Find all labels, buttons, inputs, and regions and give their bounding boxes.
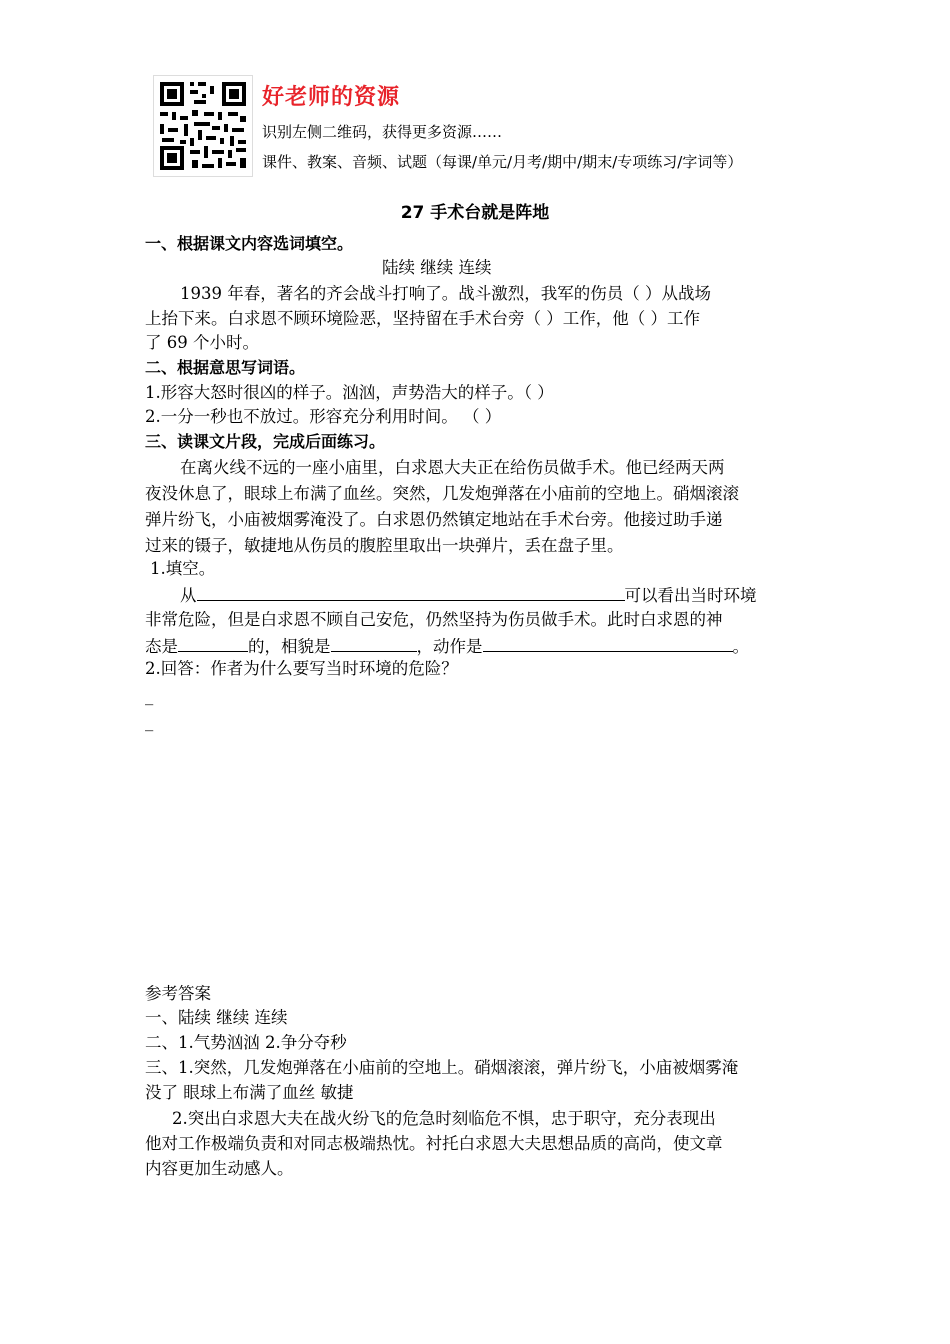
passage-line: 弹片纷飞，小庙被烟雾淹没了。白求恩仍然镇定地站在手术台旁。他接过助手递 — [145, 510, 723, 529]
answer-line-marker[interactable]: _ — [145, 712, 154, 731]
answer-blank[interactable] — [483, 633, 733, 652]
answer-line: 二、1.气势汹汹 2.争分夺秒 — [145, 1033, 347, 1052]
fill-text: ，动作是 — [416, 637, 483, 656]
passage-line: 过来的镊子，敏捷地从伤员的腹腔里取出一块弹片，丢在盘子里。 — [145, 536, 624, 555]
exercise-2-question: 2.回答：作者为什么要写当时环境的危险？ — [145, 659, 458, 678]
fill-text: 的，相貌是 — [248, 637, 331, 656]
passage-line: 夜没休息了，眼球上布满了血丝。突然，几发炮弹落在小庙前的空地上。硝烟滚滚 — [145, 484, 739, 503]
section3-heading: 三、读课文片段，完成后面练习。 — [145, 432, 386, 451]
page-title: 27 手术台就是阵地 — [400, 203, 550, 223]
answer-line: 2.突出白求恩大夫在战火纷飞的危急时刻临危不惧，忠于职守，充分表现出 — [172, 1109, 716, 1128]
answer-line: 一、陆续 继续 连续 — [145, 1008, 288, 1027]
header-line-2: 课件、教案、音频、试题（每课/单元/月考/期中/期末/专项练习/字词等） — [262, 153, 743, 171]
section2-question-1: 1.形容大怒时很凶的样子。汹汹，声势浩大的样子。（ ） — [145, 383, 554, 402]
brand-title: 好老师的资源 — [262, 85, 401, 110]
answer-line: 内容更加生动感人。 — [145, 1159, 294, 1178]
section1-para-line: 1939 年春，著名的齐会战斗打响了。战斗激烈，我军的伤员（ ）从战场 — [180, 284, 711, 303]
header-line-1: 识别左侧二维码，获得更多资源…… — [262, 123, 503, 141]
qr-code-icon — [153, 75, 253, 177]
fill-suffix: 可以看出当时环境 — [624, 586, 757, 605]
section1-heading: 一、根据课文内容选词填空。 — [145, 234, 354, 253]
exercise-1-label: 1.填空。 — [150, 559, 216, 578]
answers-heading: 参考答案 — [145, 984, 211, 1003]
answer-line: 他对工作极端负责和对同志极端热忱。衬托白求恩大夫思想品质的高尚，使文章 — [145, 1134, 723, 1153]
answer-blank[interactable] — [197, 582, 625, 601]
exercise-1-line-d — [145, 633, 749, 659]
section1-para-line: 了 69 个小时。 — [145, 333, 259, 352]
answer-line: 没了 眼球上布满了血丝 敏捷 — [145, 1083, 354, 1102]
fill-prefix: 从 — [180, 586, 197, 605]
section2-heading: 二、根据意思写词语。 — [145, 358, 306, 377]
fill-text: 。 — [732, 637, 749, 656]
exercise-1-line-c: 非常危险，但是白求恩不顾自己安危，仍然坚持为伤员做手术。此时白求恩的神 — [145, 610, 723, 629]
exercise-1-line-a — [180, 582, 757, 608]
answer-line-marker[interactable]: _ — [145, 686, 154, 705]
fill-text: 态是 — [145, 637, 178, 656]
section2-question-2: 2.一分一秒也不放过。形容充分利用时间。 （ ） — [145, 407, 502, 426]
answer-line: 三、1.突然，几发炮弹落在小庙前的空地上。硝烟滚滚，弹片纷飞，小庙被烟雾淹 — [145, 1058, 739, 1077]
passage-line: 在离火线不远的一座小庙里，白求恩大夫正在给伤员做手术。他已经两天两 — [180, 458, 725, 477]
answer-blank[interactable] — [178, 633, 248, 652]
answer-blank[interactable] — [331, 633, 417, 652]
section1-word-bank: 陆续 继续 连续 — [382, 258, 492, 277]
section1-para-line: 上抬下来。白求恩不顾环境险恶，坚持留在手术台旁（ ）工作，他（ ）工作 — [145, 309, 700, 328]
